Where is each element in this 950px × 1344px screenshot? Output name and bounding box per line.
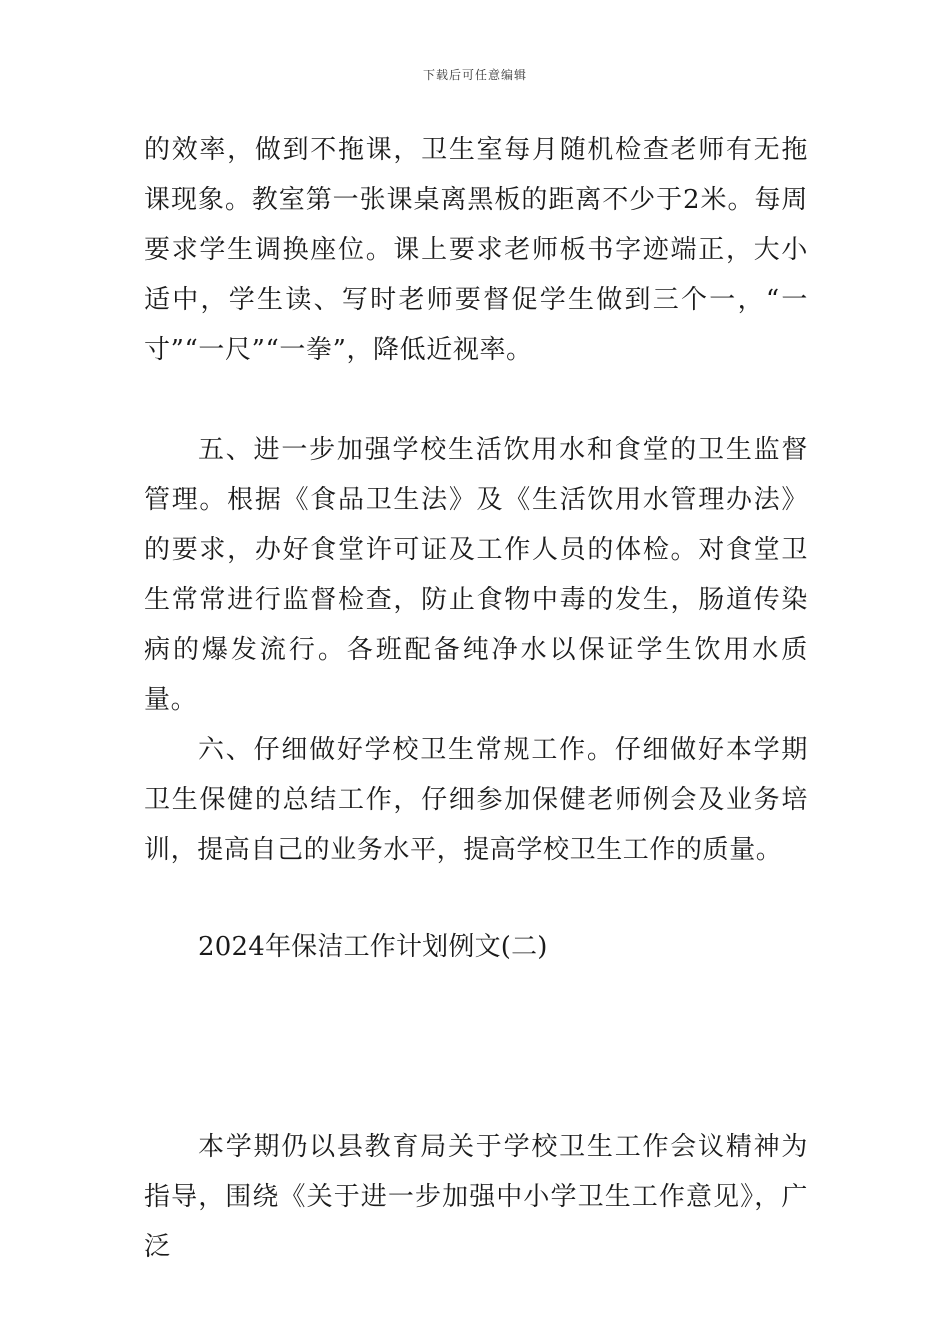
paragraph-item-five: 五、进一步加强学校生活饮用水和食堂的卫生监督管理。根据《食品卫生法》及《生活饮用水管理办法》的要求，办好食堂许可证及工作人员的体检。对食堂卫生常常进行监督检查，防止食物中毒的发生，肠道传染病的爆发流行。各班配备纯净水以保证学生饮用水质量。 — [144, 435, 808, 715]
paragraph-eye-care: 的效率，做到不拖课，卫生室每月随机检查老师有无拖课现象。教室第一张课桌离黑板的距离不少于2米。每周要求学生调换座位。课上要求老师板书字迹端正，大小适中，学生读、写时老师要督促学生做到三个一，“一寸”“一尺”“一拳”，降低近视率。 — [144, 135, 808, 365]
header-note: 下载后可任意编辑 — [422, 68, 527, 82]
paragraph-item-six: 六、仔细做好学校卫生常规工作。仔细做好本学期卫生保健的总结工作，仔细参加保健老师例会及业务培训，提高自己的业务水平，提高学校卫生工作的质量。 — [144, 735, 808, 865]
section-heading: 2024年保洁工作计划例文(二) — [198, 932, 548, 962]
paragraph-intro: 本学期仍以县教育局关于学校卫生工作会议精神为指导，围绕《关于进一步加强中小学卫生工作意见》，广泛 — [144, 1132, 808, 1262]
